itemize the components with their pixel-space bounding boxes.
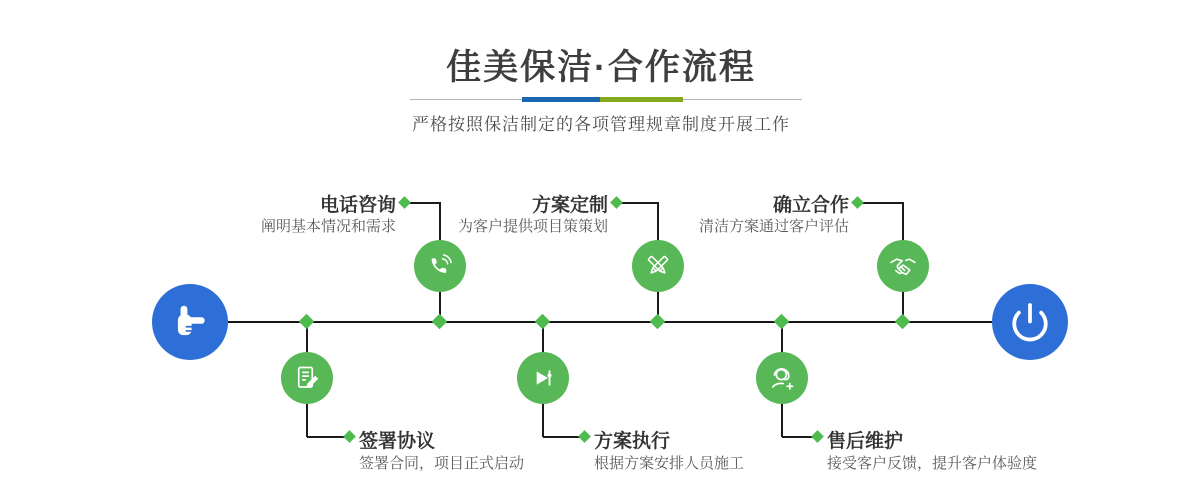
step-node-contract [281,352,333,404]
customer-service-icon [767,363,798,394]
timeline-line [228,321,992,323]
page-subtitle: 严格按照保洁制定的各项管理规章制度开展工作 [412,115,790,134]
timeline-diamond [299,314,315,330]
title-divider-green-segment [600,97,683,102]
play-execute-icon [529,364,557,392]
step-title: 电话咨询 [319,195,396,216]
step-title: 方案定制 [531,195,608,216]
handshake-icon [887,250,919,282]
step-title: 签署协议 [359,431,436,452]
contract-sign-icon [292,363,322,393]
label-diamond [811,430,824,443]
crossed-pens-icon [643,251,673,281]
timeline-start-node [152,284,228,360]
timeline-diamond [432,314,448,330]
step-description: 根据方案安排人员施工 [594,455,745,472]
timeline-end-node [992,284,1068,360]
step-description: 签署合同，项目正式启动 [359,455,525,472]
timeline-diamond [895,314,911,330]
step-node-plan-design [632,240,684,292]
step-node-cooperation [877,240,929,292]
step-description: 清洁方案通过客户评估 [698,218,849,235]
step-node-execution [517,352,569,404]
label-diamond [610,196,623,209]
timeline-diamond [650,314,666,330]
phone-call-icon [425,251,455,281]
step-node-phone [414,240,466,292]
label-diamond [578,430,591,443]
timeline-diamond [774,314,790,330]
label-diamond [343,430,356,443]
step-description: 阐明基本情况和需求 [260,218,396,235]
connector-line [617,202,658,204]
step-title: 确立合作 [772,195,849,216]
step-description: 接受客户反馈，提升客户体验度 [827,455,1038,472]
label-diamond [398,196,411,209]
timeline-diamond [535,314,551,330]
step-description: 为客户提供项目策策划 [457,218,608,235]
label-diamond [851,196,864,209]
connector-line [858,202,903,204]
step-node-after-sales [756,352,808,404]
step-title: 售后维护 [827,431,904,452]
page-title: 佳美保洁·合作流程 [446,48,756,87]
title-divider-blue-segment [522,97,600,102]
power-icon [1009,301,1051,343]
step-title: 方案执行 [594,431,671,452]
pointing-hand-icon [169,301,211,343]
